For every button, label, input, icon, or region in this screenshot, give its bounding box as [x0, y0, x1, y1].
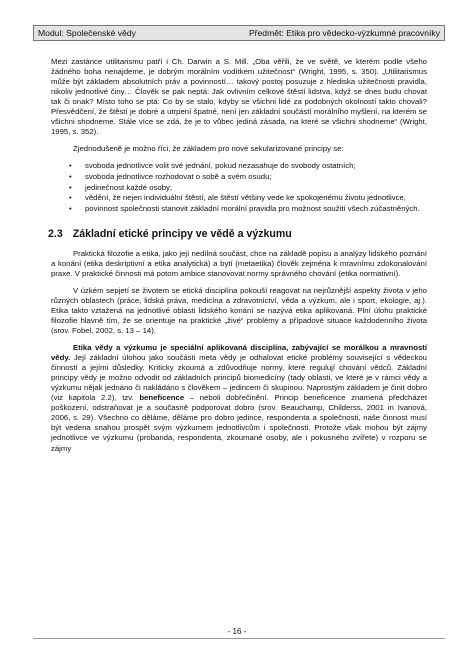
paragraph-practical-philosophy: Praktická filozofie a etika, jako její nedílná součást, chce na základě popisu a analýzy lidského poznání a konání (etika deskriptivní a etika analytická) a bytí (metaetika) člověk zejména k mravnímu zdokonalování praxe. V praktické činnosti má potom ambice stanovovat normy správného chování (etika normativní).: [51, 248, 427, 278]
section-number: 2.3: [48, 227, 63, 240]
page-number: - 16 -: [227, 627, 247, 636]
paragraph-principles-intro: Zjednodušeně je možno říci, že základem pro nové sekularizované principy se:: [73, 144, 344, 154]
list-item: • jedinečnost každé osoby;: [51, 183, 427, 193]
section-title: Základní etické principy ve vědě a výzkumu: [72, 227, 292, 240]
bold-definition: Etika vědy a výzkumu je speciální aplikovaná disciplína, zabývající se morálkou a mravností vědy.: [51, 343, 427, 363]
list-item: • povinnost společnosti stanovit základní morální pravidla pro možnost soužití všech zúčastněných.: [51, 204, 427, 214]
header-module: Modul: Společenské vědy: [38, 28, 136, 38]
text-part-2: – neboli dobřečinění. Princip beneficence znamená předcházet poškození, odstraňovat je a současně podporovat dobro (srov. Beauchamp, Childerss, 2001 in Ivanová, 2006, s. 29). Všechno co děláme, děláme pro dobro jedince, respondenta a společnosti, naše činnost musí být vedena snahou prospět svým výzkumem jednotlivcům i společnosti. Protože však mohou být zájmy jednotlivce ve výzkumu (probanda, respondenta, zkoumané osoby, ale i pokusného zvířete) v rozporu se zájmy: [51, 393, 427, 453]
bold-beneficence: beneficence: [139, 393, 185, 403]
section-heading: [48, 228, 427, 241]
text-part-1: Její základní úlohou jako součásti meta vědy je odhalovat etické problémy související s vědeckou činností a jejími důsledky. Kriticky zkoumá a zdůvodňuje normy, které regulují chování vědců. Základní principy vědy je možno odvodit od základních principů biomedicíny (tady oblasti, ve které je v rámci vědy a výzkumu nějak jednáno či nakládáno s člověkem – jedincem či skupinou. Naprostým základem je činit dobro (viz kapitola 2.2), tzv.: [51, 353, 427, 403]
principles-list: [51, 161, 427, 213]
paragraph-science-ethics: [51, 343, 427, 454]
paragraph-utilitarism: Mezi zastánce utilitarismu patří i Ch. Darwin a S. Mill. „Oba věřili, že ve světě, ve kterém podle všeho žádného boha nenajdeme, je dobrým morálním vodítkem užitečnost“ (Wright, 1995, s. 350). „Utilitarismus může být základem absolutních práv a povinností… takový postoj posuzuje z hlediska užitečnosti pravidla, nikoliv jednotlivé činy… Člověk se pak neptá: Jak ovlivním celkové štěstí lidstva, když se dnes budu chovat tak či onak? Místo toho se ptá: Co by se stalo, kdyby se všichni lidé za podobných okolností takto chovali? Přesvědčení, že štěstí je dobré a utrpení špatné, není jen základní součástí morálního myšlení, na kterém se všichni shodneme. Stále více se zdá, že je to vůbec jediná zásada, na které se všichni shodneme“ (Wright, 1995, s. 352).: [51, 57, 427, 137]
page-body: [48, 57, 427, 461]
paragraph-applied-ethics: V úzkém sepjetí se životem se etická disciplína pokouší reagovat na nejrůznější aspekty života v jeho různých oblastech (práce, lidská práva, medicína a zdravotnictví, věda a výzkum, ale i sport, ekologie, aj.). Etika takto vztažená na jednotlivé oblasti lidského konání se nazývá etika aplikovaná. Plní úlohu praktické filozofie hlavně tím, že se orientuje na praktické „živé“ problémy a případové situace každodenního života (srov. Fobel, 2002, s. 13 – 14).: [51, 285, 427, 335]
list-item: • svoboda jednotlivce rozhodovat o sobě a svém osudu;: [51, 172, 427, 182]
page-header: [33, 25, 445, 41]
footer-divider: [33, 638, 445, 639]
header-subject: Předmět: Etika pro vědecko-výzkumné pracovníky: [248, 28, 440, 38]
list-item: • vědění, že nejen individuální štěstí, ale štěstí většiny vede ke spokojenému životu jednotlivce,: [51, 193, 427, 203]
list-item: • svoboda jednotlivce volit své jednání, pokud nezasahuje do svobody ostatních;: [51, 161, 427, 171]
